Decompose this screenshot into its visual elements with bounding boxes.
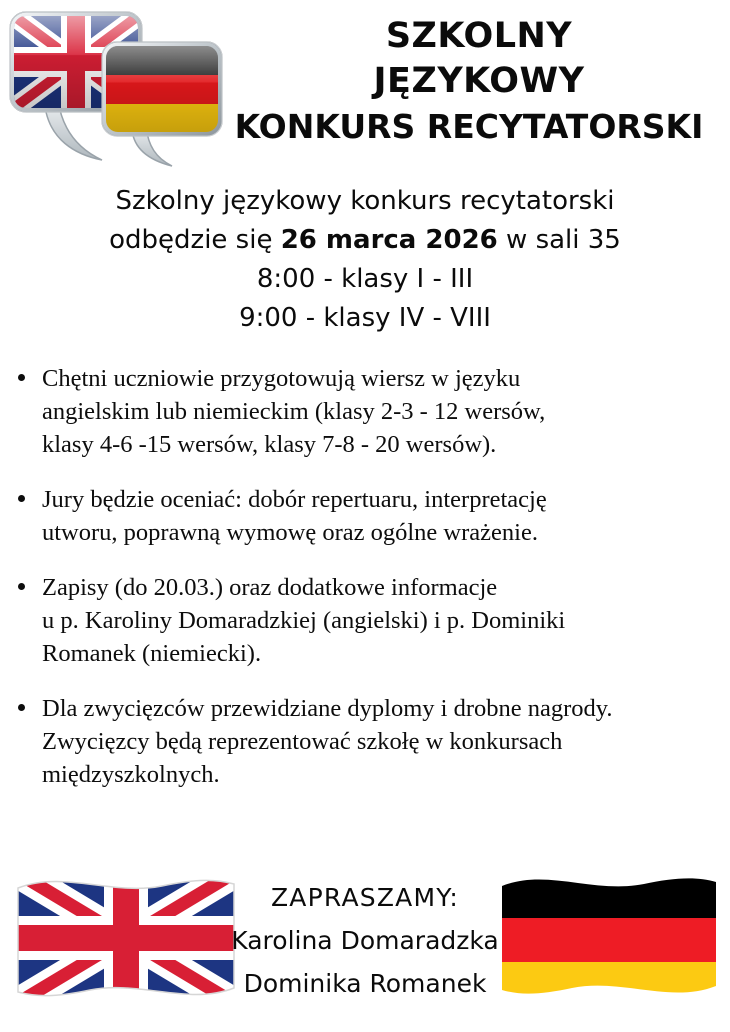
- organizer-name-2: Dominika Romanek: [243, 969, 487, 998]
- bullet-dot-icon: [18, 374, 25, 381]
- event-name: Szkolny językowy konkurs recytatorski: [115, 186, 615, 216]
- title-line-3: KONKURS RECYTATORSKI: [234, 107, 704, 146]
- uk-flag-icon: [16, 872, 236, 1004]
- list-item-line: Zapisy (do 20.03.) oraz dodatkowe informacje: [42, 574, 498, 601]
- schedule-line-2: 9:00 - klasy IV - VIII: [239, 303, 491, 333]
- poster-header: [0, 0, 730, 172]
- list-item-line: Jury będzie oceniać: dobór repertuaru, interpretację: [42, 486, 547, 513]
- list-item: [14, 571, 722, 670]
- list-item-line: Dla zwycięzców przewidziane dyplomy i drobne nagrody.: [42, 695, 613, 722]
- poster-footer: [0, 866, 730, 1026]
- speech-bubbles-graphic: [6, 8, 228, 168]
- list-item-line: Zwycięzcy będą reprezentować szkołę w konkursach: [42, 728, 563, 755]
- german-flag-icon: [500, 872, 718, 1004]
- bullet-dot-icon: [18, 704, 25, 711]
- list-item-line: Chętni uczniowie przygotowują wiersz w języku: [42, 365, 521, 392]
- date-prefix: odbędzie się: [109, 225, 281, 255]
- event-date-room: [0, 221, 730, 260]
- invite-label: ZAPRASZAMY:: [270, 883, 459, 912]
- room-suffix: w sali 35: [497, 225, 621, 255]
- list-item: [14, 692, 722, 791]
- list-item-line: międzyszkolnych.: [42, 761, 220, 788]
- poster-title: [236, 14, 722, 149]
- bullet-dot-icon: [18, 583, 25, 590]
- list-item-line: utworu, poprawną wymowę oraz ogólne wrażenie.: [42, 519, 538, 546]
- organizers-block: [228, 876, 502, 1005]
- list-item-line: angielskim lub niemieckim (klasy 2-3 - 12 wersów,: [42, 398, 546, 425]
- organizer-name-1: Karolina Domaradzka: [231, 926, 499, 955]
- title-line-2: JĘZYKOWY: [373, 61, 585, 101]
- schedule-line-1: 8:00 - klasy I - III: [256, 264, 474, 294]
- event-date: 26 marca 2026: [280, 225, 498, 255]
- list-item: [14, 483, 722, 549]
- german-flag-svg: [500, 872, 718, 1004]
- rules-list: [0, 362, 730, 791]
- title-line-1: SZKOLNY: [385, 16, 573, 56]
- speech-bubbles-svg: [6, 8, 228, 168]
- uk-flag-svg: [16, 872, 236, 1004]
- list-item-line: klasy 4-6 -15 wersów, klasy 7-8 - 20 wersów).: [42, 431, 497, 458]
- event-details: [0, 182, 730, 338]
- bullet-dot-icon: [18, 495, 25, 502]
- list-item: [14, 362, 722, 461]
- list-item-line: Romanek (niemiecki).: [42, 640, 262, 667]
- list-item-line: u p. Karoliny Domaradzkiej (angielski) i p. Dominiki: [42, 607, 566, 634]
